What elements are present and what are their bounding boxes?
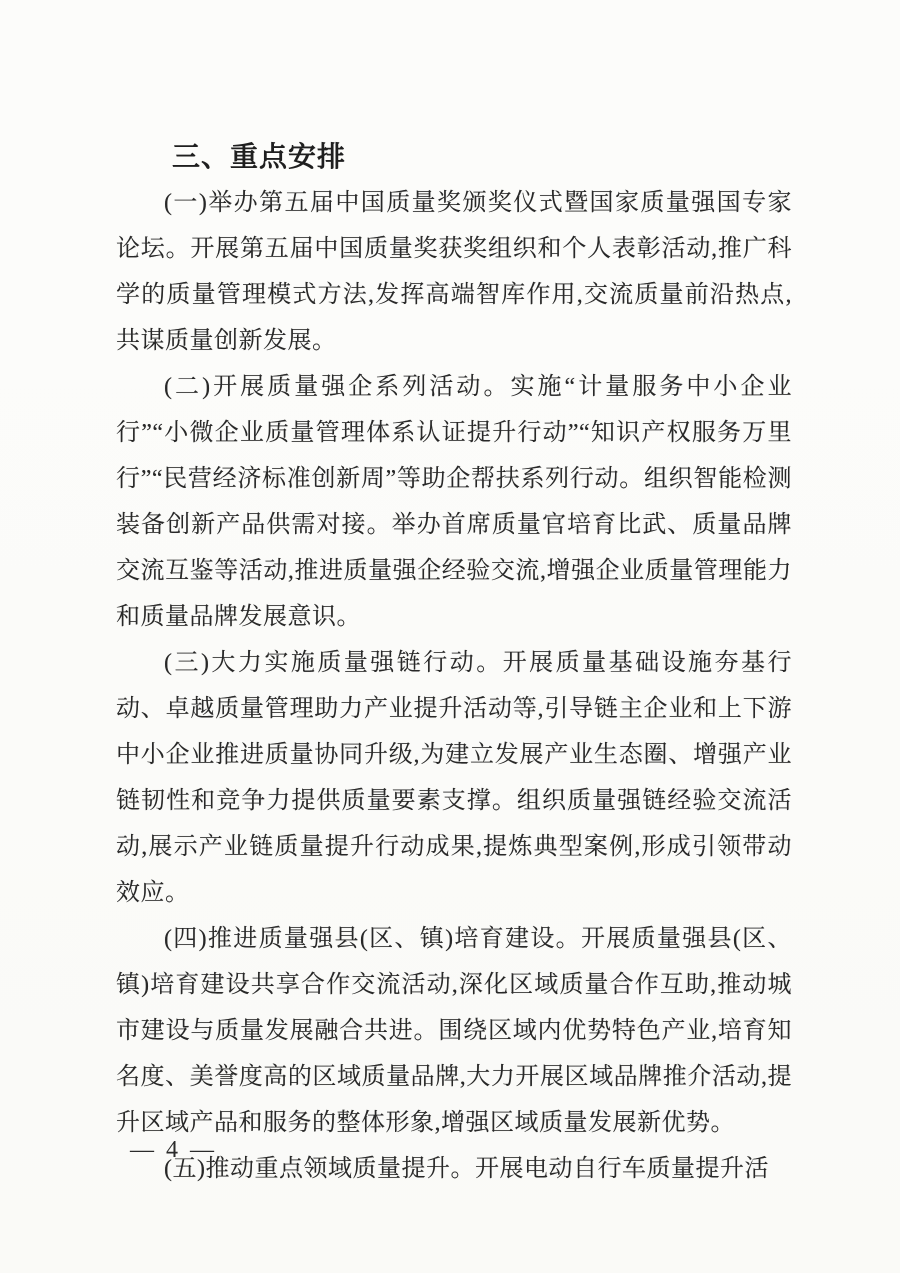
paragraph: (五)推动重点领域质量提升。开展电动自行车质量提升活 [164,1156,769,1182]
paragraph: (二)开展质量强企系列活动。实施“计量服务中小企业行”“小微企业质量管理体系认证提升行动”“知识产权服务万里行”“民营经济标准创新周”等助企帮扶系列行动。组织智能检测装备创新产品供需对接。举办首席质量官培育比武、质量品牌交流互鉴等活动,推进质量强企经验交流,增强企业质量管理能力和质量品牌发展意识。 [116,374,792,630]
paragraph: (四)推进质量强县(区、镇)培育建设。开展质量强县(区、镇)培育建设共享合作交流活动,深化区域质量合作互助,推动城市建设与质量发展融合共进。围绕区域内优势特色产业,培育知名度、美誉度高的区域质量品牌,大力开展区域品牌推介活动,提升区域产品和服务的整体形象,增强区域质量发展新优势。 [116,926,792,1136]
page-number: — 4 — [130,1137,217,1163]
document-body [116,180,792,1192]
paragraph: (三)大力实施质量强链行动。开展质量基础设施夯基行动、卓越质量管理助力产业提升活动等,引导链主企业和上下游中小企业推进质量协同升级,为建立发展产业生态圈、增强产业链韧性和竞争力提供质量要素支撑。组织质量强链经验交流活动,展示产业链质量提升行动成果,提炼典型案例,形成引领带动效应。 [116,650,792,906]
section-heading: 三、重点安排 [172,141,347,172]
paragraph: (一)举办第五届中国质量奖颁奖仪式暨国家质量强国专家论坛。开展第五届中国质量奖获奖组织和个人表彰活动,推广科学的质量管理模式方法,发挥高端智库作用,交流质量前沿热点,共谋质量创新发展。 [116,190,792,354]
